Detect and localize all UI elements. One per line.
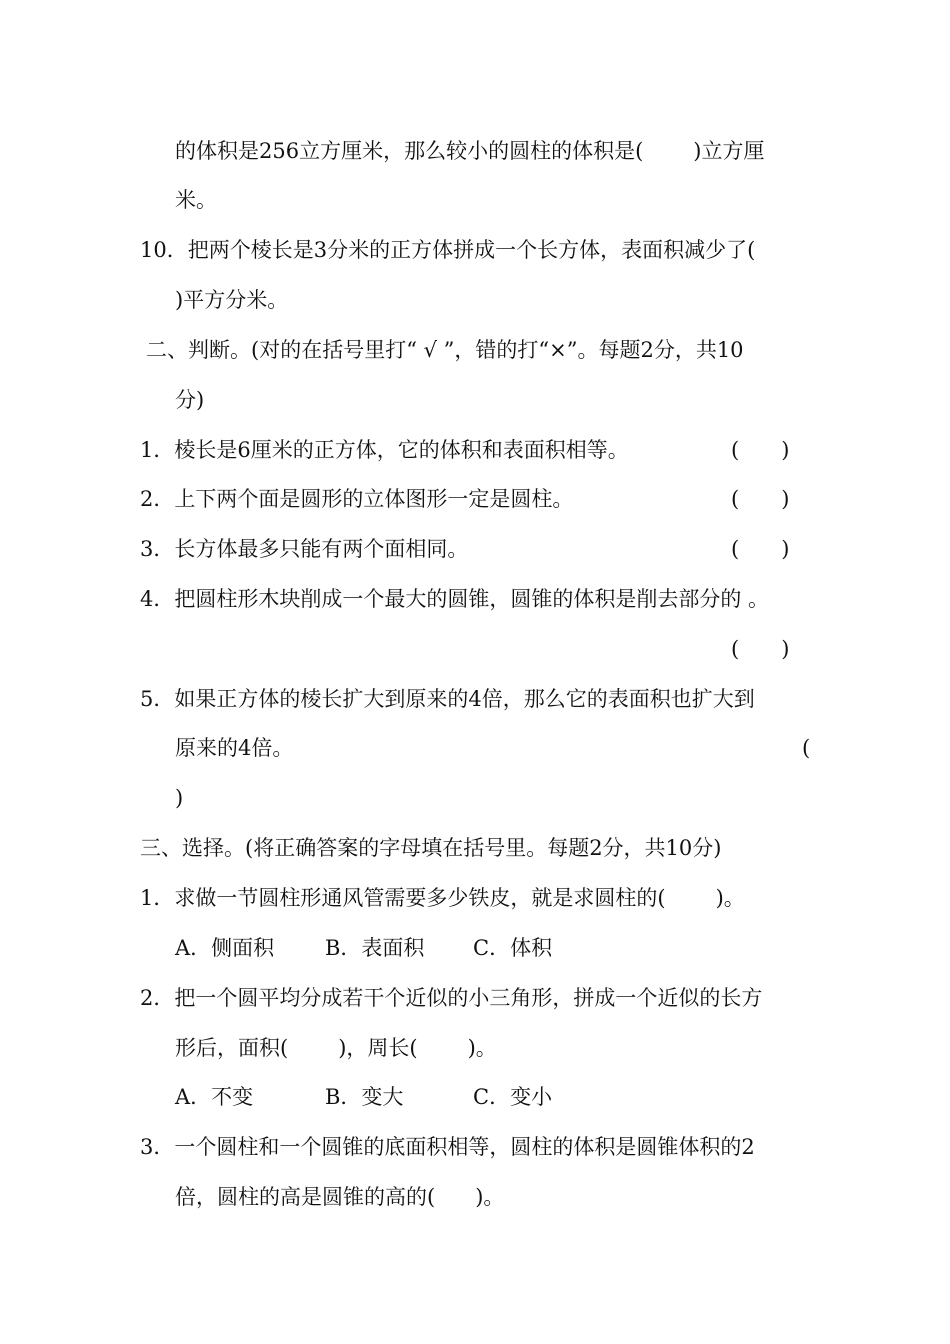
judge-3-answer-blank[interactable]: ( ) [731, 537, 790, 561]
q9-continuation [175, 138, 764, 164]
choice-2-options [175, 1084, 552, 1110]
option-c[interactable]: C．变小 [473, 1085, 553, 1109]
judge-1-answer-blank[interactable]: ( ) [731, 438, 790, 462]
option-b[interactable]: B．变大 [325, 1085, 404, 1109]
section-2-title: 二、判断。(对的在括号里打“ √ ”，错的打“×”。每题2分，共10 [146, 338, 744, 362]
question-10-end: )平方分米。 [175, 288, 289, 312]
choice-1 [140, 885, 745, 911]
judge-1: 1．棱长是6厘米的正方体，它的体积和表面积相等。 [140, 438, 629, 462]
choice-2-text-b: )，周长( [338, 1036, 418, 1060]
option-a[interactable]: A．侧面积 [175, 936, 275, 960]
judge-3: 3．长方体最多只能有两个面相同。 [140, 537, 469, 561]
choice-2-text-c: )。 [467, 1036, 497, 1060]
option-c[interactable]: C．体积 [473, 936, 553, 960]
choice-3: 3．一个圆柱和一个圆锥的底面积相等，圆柱的体积是圆锥体积的2 [140, 1135, 755, 1159]
choice-3-text-a: 倍，圆柱的高是圆锥的高的( [175, 1185, 436, 1209]
option-b[interactable]: B．表面积 [325, 936, 425, 960]
judge-5-end: 原来的4倍。 [175, 736, 294, 760]
q9-text: 的体积是256立方厘米，那么较小的圆柱的体积是( [175, 139, 644, 163]
section-3-title: 三、选择。(将正确答案的字母填在括号里。每题2分，共10分) [140, 836, 722, 860]
choice-3-end [175, 1184, 504, 1210]
judge-5-answer-close: ) [175, 786, 184, 810]
choice-3-text-b: )。 [475, 1185, 505, 1209]
q9-line-end: 米。 [175, 188, 217, 212]
judge-5-answer-open[interactable]: ( [802, 736, 811, 760]
choice-2: 2．把一个圆平均分成若干个近似的小三角形，拼成一个近似的长方 [140, 986, 763, 1010]
choice-1-text: 1．求做一节圆柱形通风管需要多少铁皮，就是求圆柱的( [140, 886, 666, 910]
q9-text-end: )立方厘 [693, 139, 765, 163]
judge-2: 2．上下两个面是圆形的立体图形一定是圆柱。 [140, 487, 574, 511]
judge-2-answer-blank[interactable]: ( ) [731, 487, 790, 511]
option-a[interactable]: A．不变 [175, 1085, 254, 1109]
section-2-title-end: 分) [175, 388, 205, 412]
judge-5: 5．如果正方体的棱长扩大到原来的4倍，那么它的表面积也扩大到 [140, 687, 755, 711]
choice-2-text-a: 形后，面积( [175, 1036, 289, 1060]
choice-1-text-end: )。 [715, 886, 745, 910]
question-10: 10．把两个棱长是3分米的正方体拼成一个长方体，表面积减少了( [140, 238, 756, 262]
choice-1-options [175, 935, 552, 961]
judge-4: 4．把圆柱形木块削成一个最大的圆锥，圆锥的体积是削去部分的 。 [140, 587, 770, 611]
choice-2-end [175, 1035, 497, 1061]
judge-4-answer-blank[interactable]: ( ) [731, 637, 790, 661]
